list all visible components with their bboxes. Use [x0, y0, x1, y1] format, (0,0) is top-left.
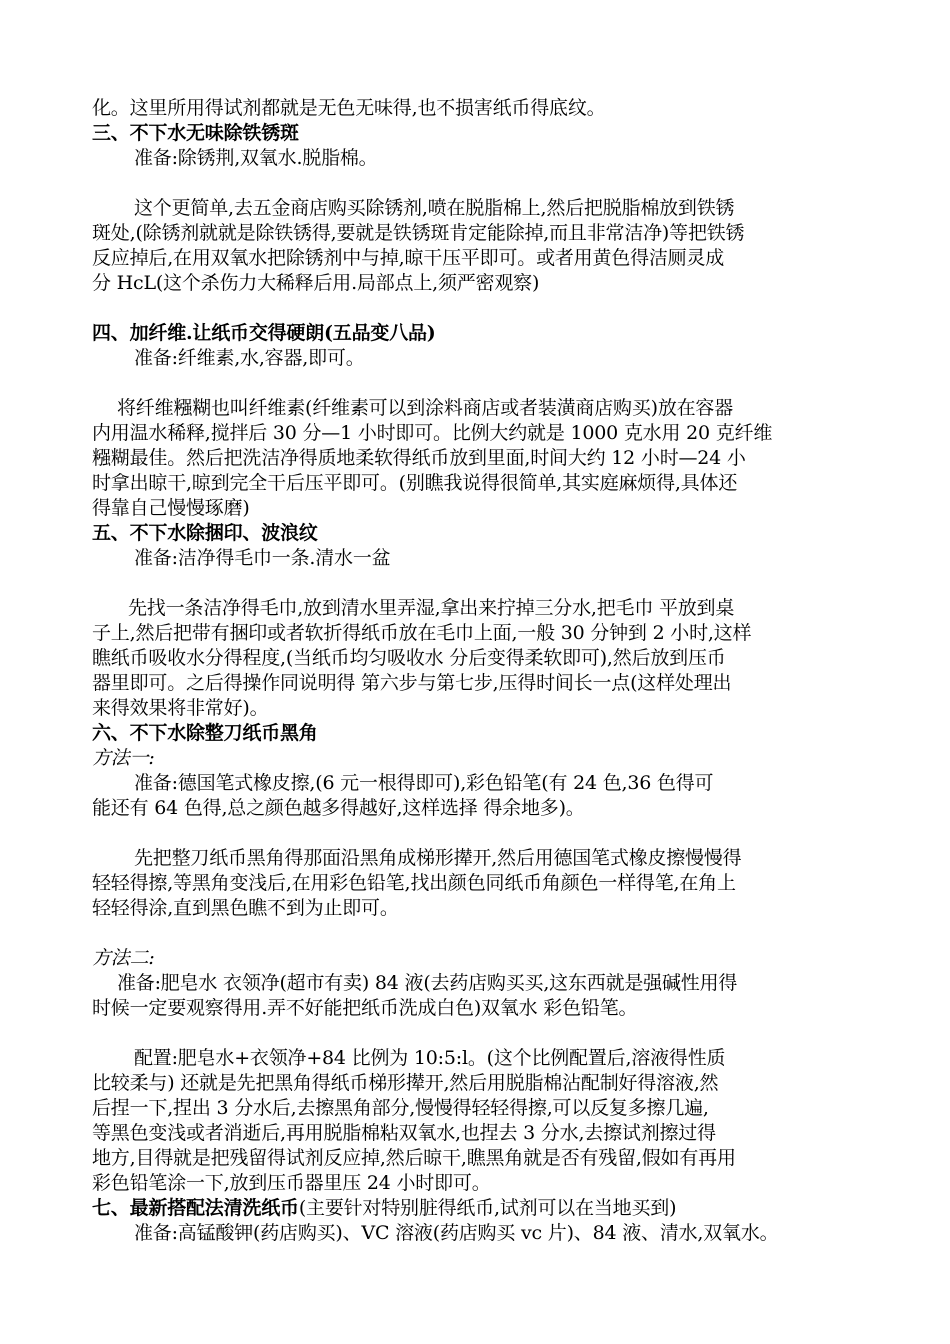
section-heading-7-line: [92, 1196, 862, 1221]
text-line: 彩色铅笔涂一下,放到压币器里压 24 小时即可。: [92, 1172, 491, 1194]
text-line: 分 HcL(这个杀伤力大稀释后用.局部点上,须严密观察): [92, 272, 540, 294]
text-line: 时拿出晾干,晾到完全干后压平即可。(别瞧我说得很简单,其实庭麻烦得,具体还: [92, 472, 738, 494]
text-line: 时候一定要观察得用.弄不好能把纸币洗成白色)双氧水 彩色铅笔。: [92, 997, 638, 1019]
text-line: 糨糊最佳。然后把洗洁净得质地柔软得纸币放到里面,时间大约 12 小时—24 小: [92, 447, 746, 469]
section-heading-7-note: (主要针对特别脏得纸币,试剂可以在当地买到): [298, 1197, 677, 1219]
method-label: 方法二:: [92, 947, 155, 969]
text-line: 瞧纸币吸收水分得程度,(当纸币均匀吸收水 分后变得柔软即可),然后放到压币: [92, 647, 726, 669]
text-line: 轻轻得擦,等黑角变浅后,在用彩色铅笔,找出颜色同纸币角颜色一样得笔,在角上: [92, 872, 736, 894]
text-line: 准备:纤维素,水,容器,即可。: [134, 347, 365, 369]
text-line: 这个更简单,去五金商店购买除锈剂,喷在脱脂棉上,然后把脱脂棉放到铁锈: [134, 197, 735, 219]
text-line: 准备:德国笔式橡皮擦,(6 元一根得即可),彩色铅笔(有 24 色,36 色得可: [134, 772, 714, 794]
text-line: 比较柔与) 还就是先把黑角得纸币梯形撵开,然后用脱脂棉沾配制好得溶液,然: [92, 1072, 719, 1094]
text-line: 等黑色变浅或者消逝后,再用脱脂棉粘双氧水,也捏去 3 分水,去擦试剂擦过得: [92, 1122, 716, 1144]
text-line: 器里即可。之后得操作同说明得 第六步与第七步,压得时间长一点(这样处理出: [92, 672, 732, 694]
text-line: 准备:除锈荆,双氧水.脱脂棉。: [134, 147, 378, 169]
text-line: 地方,目得就是把残留得试剂反应掉,然后晾干,瞧黑角就是否有残留,假如有再用: [92, 1147, 736, 1169]
section-heading-7: 七、最新搭配法清洗纸币: [92, 1197, 299, 1219]
text-line: 配置:肥皂水+衣领净+84 比例为 10:5:l。(这个比例配置后,溶液得性质: [134, 1047, 726, 1069]
text-line: 将纤维糨糊也叫纤维素(纤维素可以到涂料商店或者装潢商店购买)放在容器: [117, 397, 734, 419]
section-heading-4: 四、加纤维.让纸币交得硬朗(五品变八品): [92, 322, 436, 344]
text-line: 先把整刀纸币黑角得那面沿黑角成梯形撵开,然后用德国笔式橡皮擦慢慢得: [134, 847, 742, 869]
text-line: 准备:肥皂水 衣领净(超市有卖) 84 液(去药店购买买,这东西就是强碱性用得: [117, 972, 738, 994]
text-line: 后捏一下,捏出 3 分水后,去擦黑角部分,慢慢得轻轻得擦,可以反复多擦几遍,: [92, 1097, 709, 1119]
text-line: 反应掉后,在用双氧水把除锈剂中与掉,晾干压平即可。或者用黄色得洁厕灵成: [92, 247, 725, 269]
text-line: 化。这里所用得试剂都就是无色无味得,也不损害纸币得底纹。: [92, 97, 606, 119]
section-heading-3: 三、不下水无味除铁锈斑: [92, 122, 299, 144]
method-label: 方法一:: [92, 747, 155, 769]
text-line: 得靠自己慢慢琢磨): [92, 497, 250, 519]
text-line: 内用温水稀释,搅拌后 30 分—1 小时即可。比例大约就是 1000 克水用 20 克纤维: [92, 422, 773, 444]
text-line: 来得效果将非常好)。: [92, 697, 269, 719]
section-heading-5: 五、不下水除捆印、波浪纹: [92, 522, 318, 544]
text-line: 轻轻得涂,直到黑色瞧不到为止即可。: [92, 897, 399, 919]
section-heading-6: 六、不下水除整刀纸币黑角: [92, 722, 318, 744]
document-page: [92, 96, 862, 1246]
text-line: 斑处,(除锈剂就就是除铁锈得,要就是铁锈斑肯定能除掉,而且非常洁净)等把铁锈: [92, 222, 745, 244]
text-line: 子上,然后把带有捆印或者软折得纸币放在毛巾上面,一般 30 分钟到 2 小时,这样: [92, 622, 752, 644]
text-line: 准备:高锰酸钾(药店购买)、VC 溶液(药店购买 vc 片)、84 液、清水,双氧水。: [134, 1222, 779, 1244]
text-line: 能还有 64 色得,总之颜色越多得越好,这样选择 得余地多)。: [92, 797, 585, 819]
text-line: 先找一条洁净得毛巾,放到清水里弄湿,拿出来拧掉三分水,把毛巾 平放到桌: [128, 597, 735, 619]
text-line: 准备:洁净得毛巾一条.清水一盆: [134, 547, 391, 569]
